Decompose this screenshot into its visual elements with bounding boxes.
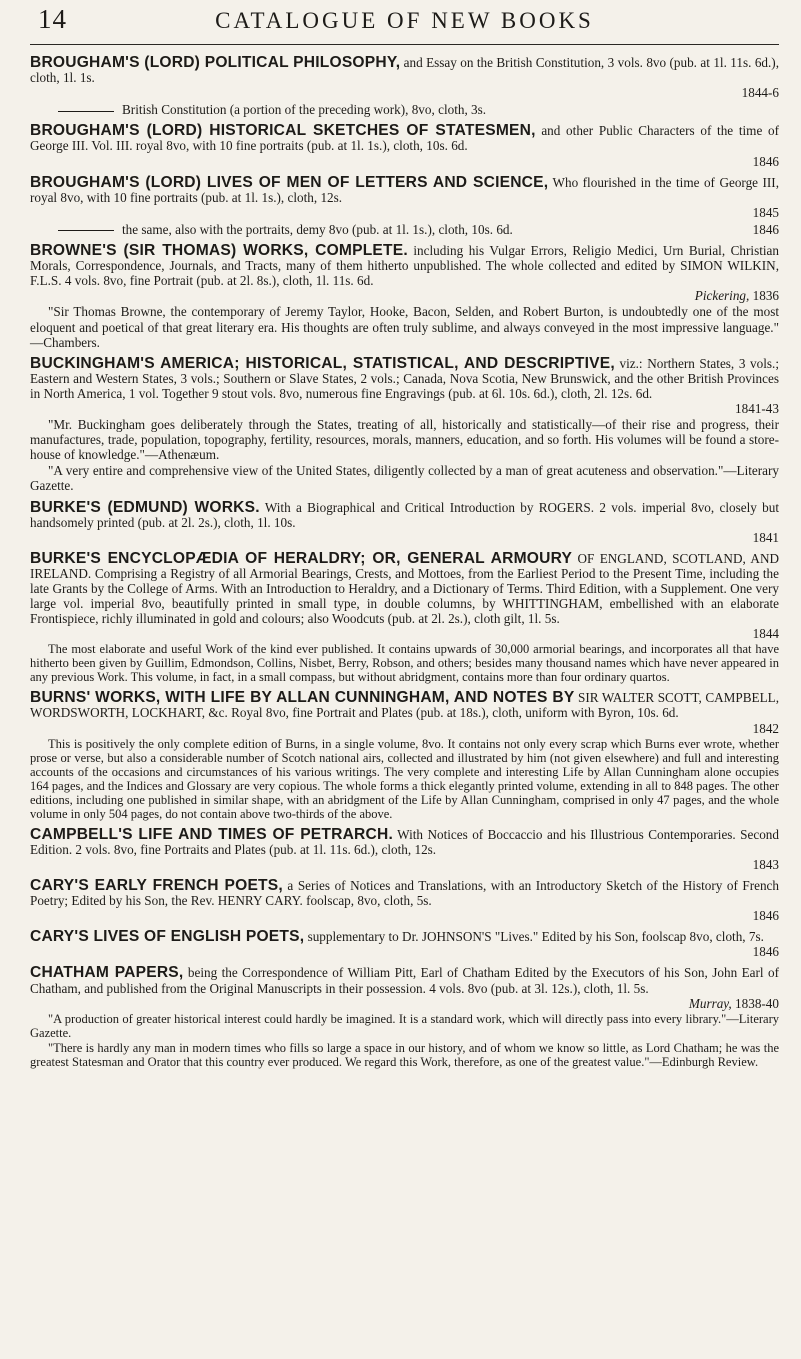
- entry-subitem: [30, 102, 779, 117]
- entry-date: 1846: [752, 153, 779, 169]
- entry-quote: "Mr. Buckingham goes deliberately through the States, treating of all, historically and statistically—of their rise and progress, their manufactures, trade, population, topography, fertility, resources, morals, manners, education, and so forth. His volumes will be found a store-house of knowledge."—Athenæum.: [30, 417, 779, 463]
- entry-heading: BROUGHAM'S (LORD) HISTORICAL SKETCHES OF STATESMEN,: [30, 122, 536, 140]
- entry-heading: CHATHAM PAPERS,: [30, 964, 184, 982]
- entry-subitem: [30, 222, 779, 237]
- page-header: [30, 0, 779, 45]
- subitem-date: 1846: [752, 221, 779, 237]
- entry-heading: BURKE'S ENCYCLOPÆDIA OF HERALDRY; OR, GENERAL ARMOURY: [30, 549, 573, 567]
- catalogue-entry: [30, 356, 779, 494]
- entry-heading: CAMPBELL'S LIFE AND TIMES OF PETRARCH.: [30, 825, 393, 843]
- catalogue-entry: [30, 878, 779, 923]
- entry-description: including his Vulgar Errors, Religio Medici, Urn Burial, Christian Morals, Correspondence, Journals, and Tracts, many of them hitherto unpublished. The whole collected and edited by SIMON WILKIN, F.L.S. 4 vols. 8vo, fine Portrait (pub. at 2l. 8s.), cloth, 1l. 11s. 6d.: [30, 243, 779, 289]
- entry-description: and other Public Characters of the time of George III. Vol. III. royal 8vo, with 10 fine portraits (pub. at 1l. 1s.), cloth, 10s. 6d.: [30, 123, 779, 154]
- entry-heading: BROUGHAM'S (LORD) POLITICAL PHILOSOPHY,: [30, 54, 401, 71]
- subitem-text: British Constitution (a portion of the preceding work), 8vo, cloth, 3s.: [122, 102, 487, 118]
- entry-date: 1841: [752, 529, 779, 545]
- entry-date: 1844-6: [741, 85, 779, 101]
- entry-heading: BURKE'S (EDMUND) WORKS.: [30, 498, 260, 516]
- entry-heading: CARY'S EARLY FRENCH POETS,: [30, 876, 283, 894]
- catalogue-entry: [30, 929, 779, 959]
- ditto-dash: [58, 230, 114, 231]
- entry-date: 1845: [752, 204, 779, 220]
- entry-quote: The most elaborate and useful Work of the kind ever published. It contains upwards of 30,000 armorial bearings, and incorporates all that have hitherto been given by Guillim, Edmondson, Collins, Nisbet, Berry, Robson, and others; besides many thousand names which have never appeared in any previous Work. This volume, in fact, in a small compass, but without abridgment, contains more than four ordinary quartos.: [30, 642, 779, 685]
- entry-imprint: [30, 288, 779, 303]
- entry-quote: "A production of greater historical interest could hardly be imagined. It is a standard work, which will directly pass into every library."—Literary Gazette.: [30, 1011, 779, 1040]
- entry-heading: BROWNE'S (SIR THOMAS) WORKS, COMPLETE.: [30, 242, 408, 260]
- entry-description: viz.: Northern States, 3 vols.; Eastern and Western States, 3 vols.; Southern or Slave States, 2 vols.; Canada, Nova Scotia, New Brunswick, and the other British Provinces in North America, 1 vol. Together 9 stout vols. 8vo, numerous fine Engravings (pub. at 6l. 10s. 6d.), cloth, 2l. 12s. 6d.: [30, 355, 780, 401]
- entry-description: OF ENGLAND, SCOTLAND, AND IRELAND. Comprising a Registry of all Armorial Bearings, Crests, and Mottoes, from the Earliest Period to the Present Time, including the late Grants by the College of Arms. With an Introduction to Heraldry, and a Dictionary of Terms. Third Edition, with a Supplement. One very large vol. imperial 8vo, beautifully printed in small type, in double columns, by WHITTINGHAM, embellished with an elaborate Frontispiece, richly illuminated in gold and colours; also Woodcuts (pub. at 2l. 2s.), cloth gilt, 1l. 5s.: [30, 550, 780, 627]
- entry-date: 1846: [752, 908, 779, 924]
- entry-date: 1836: [752, 288, 779, 304]
- entry-quote: This is positively the only complete edition of Burns, in a single volume, 8vo. It contains not only every scrap which Burns ever wrote, whether prose or verse, but also a considerable number of Scotch national airs, collected and illustrated by him (not given elsewhere) and full and interesting accounts of the occasions and circumstances of his various writings. The very complete and interesting Life by Allan Cunningham alone occupies 164 pages, and the Indices and Glossary are very copious. The whole forms a thick elegantly printed volume, extending in all to 848 pages. The other editions, including one published in similar shape, with an abridgment of the Life by Allan Cunningham, comprised in only 47 pages, and the whole volume in only 504 pages, do not contain above two-thirds of the above.: [30, 736, 779, 821]
- entry-description: SIR WALTER SCOTT, CAMPBELL, WORDSWORTH, LOCKHART, &c. Royal 8vo, fine Portrait and Plates (pub. at 18s.), cloth, uniform with Byron, 10s. 6d.: [30, 690, 779, 721]
- entry-date: 1838-40: [735, 995, 779, 1011]
- entry-description: a Series of Notices and Translations, with an Introductory Sketch of the History of French Poetry; Edited by his Son, the Rev. HENRY CARY. foolscap, 8vo, cloth, 5s.: [30, 877, 779, 909]
- entry-description: being the Correspondence of William Pitt, Earl of Chatham Edited by the Executors of his Son, John Earl of Chatham, and published from the Original Manuscripts in their possession. 4 vols. 8vo (pub. at 3l. 12s.), cloth, 1l. 5s.: [30, 965, 779, 996]
- running-title: CATALOGUE OF NEW BOOKS: [215, 8, 594, 33]
- entry-publisher: Pickering,: [694, 288, 750, 304]
- catalogue-entry: [30, 243, 779, 350]
- subitem-text: the same, also with the portraits, demy 8vo (pub. at 1l. 1s.), cloth, 10s. 6d.: [122, 221, 513, 237]
- entry-heading: BURNS' WORKS, WITH LIFE BY ALLAN CUNNINGHAM, AND NOTES BY: [30, 689, 575, 707]
- entry-quote: "Sir Thomas Browne, the contemporary of Jeremy Taylor, Hooke, Bacon, Selden, and Robert Burton, is undoubtedly one of the most eloquent and poetical of that great literary era. His thoughts are often truly sublime, and always conveyed in the most impressive language." —Chambers.: [30, 304, 779, 350]
- catalogue-entry: [30, 500, 779, 545]
- entry-publisher: Murray,: [688, 995, 732, 1011]
- catalogue-entry: [30, 965, 779, 1068]
- ditto-dash: [58, 111, 114, 112]
- catalogue-entry: [30, 55, 779, 117]
- entry-heading: CARY'S LIVES OF ENGLISH POETS,: [30, 928, 305, 946]
- entry-heading: BROUGHAM'S (LORD) LIVES OF MEN OF LETTERS AND SCIENCE,: [30, 173, 549, 191]
- entry-description: Who flourished in the time of George III, royal 8vo, with 10 fine portraits (pub. at 1l. 1s.), cloth, 12s.: [30, 174, 779, 205]
- entry-quote: "A very entire and comprehensive view of the United States, diligently collected by a man of great acuteness and observation."—Literary Gazette.: [30, 463, 779, 494]
- catalogue-entry: [30, 175, 779, 237]
- entry-description: With Notices of Boccaccio and his Illustrious Contemporaries. Second Edition. 2 vols. 8vo, fine Portraits and Plates (pub. at 1l. 11s. 6d.), cloth, 12s.: [30, 826, 779, 857]
- entry-date: 1842: [752, 720, 779, 736]
- catalogue-entry: [30, 690, 779, 820]
- page-number: 14: [38, 4, 67, 34]
- entry-heading: BUCKINGHAM'S AMERICA; HISTORICAL, STATISTICAL, AND DESCRIPTIVE,: [30, 354, 615, 372]
- entry-date: 1846: [752, 944, 779, 960]
- entry-date: 1843: [752, 856, 779, 872]
- entry-date: 1844: [752, 626, 779, 642]
- catalogue-entry: [30, 827, 779, 872]
- entry-imprint: [30, 996, 779, 1011]
- entry-description: With a Biographical and Critical Introduction by ROGERS. 2 vols. imperial 8vo, closely but handsomely printed (pub. at 2l. 2s.), cloth, 1l. 10s.: [30, 499, 779, 530]
- catalogue-entry: [30, 123, 779, 168]
- entry-description: and Essay on the British Constitution, 3 vols. 8vo (pub. at 1l. 11s. 6d.), cloth, 1l. 1s.: [30, 55, 779, 86]
- entry-quote: "There is hardly any man in modern times who fills so large a space in our history, and of whom we know so little, as Lord Chatham; he was the greatest Statesman and Orator that this country ever produced. We regard this Work, therefore, as one of the greatest value."—Edinburgh Review.: [30, 1040, 779, 1069]
- entry-description: supplementary to Dr. JOHNSON'S "Lives." Edited by his Son, foolscap 8vo, cloth, 7s.: [304, 929, 764, 945]
- entry-date: 1841-43: [735, 400, 779, 416]
- catalogue-entry: [30, 551, 779, 685]
